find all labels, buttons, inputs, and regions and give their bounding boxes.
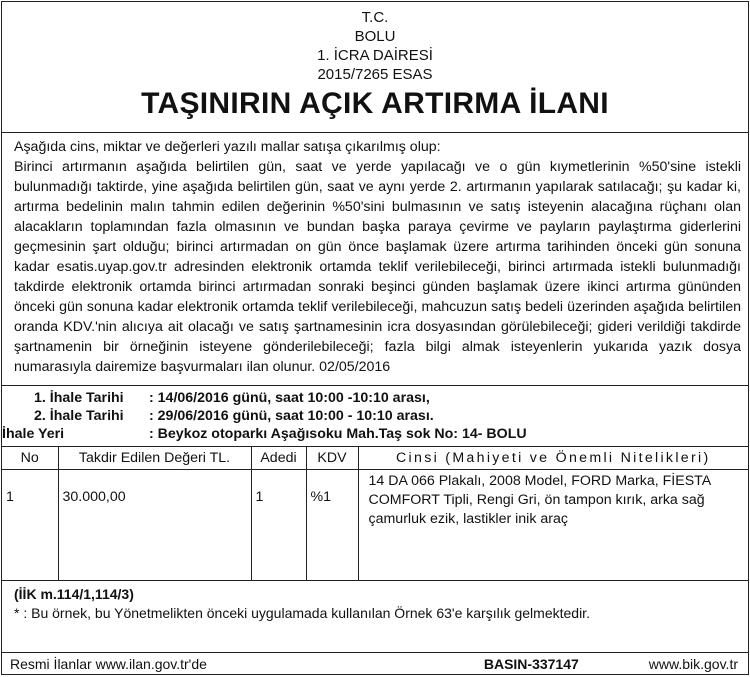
office-line: 1. İCRA DAİRESİ bbox=[317, 47, 433, 64]
page-title: TAŞINIRIN AÇIK ARTIRMA İLANI bbox=[141, 87, 609, 120]
press-code: BASIN-337147 bbox=[483, 655, 579, 672]
header bbox=[2, 2, 748, 122]
announcement-page bbox=[1, 1, 749, 675]
intro-text: Aşağıda cins, miktar ve değerleri yazılı mallar satışa çıkarılmış olup: bbox=[14, 139, 441, 155]
second-tender-label: 2. İhale Tarihi bbox=[34, 408, 124, 424]
cell-no: 1 bbox=[2, 470, 58, 581]
col-header-kdv: KDV bbox=[306, 447, 358, 470]
first-tender-row bbox=[34, 389, 748, 407]
footer bbox=[2, 652, 748, 674]
items-table bbox=[2, 447, 748, 581]
org-line: T.C. bbox=[361, 9, 389, 26]
footnote: * : Bu örnek, bu Yönetmelikten önceki uygulamada kullanılan Örnek 63'e karşılık gelmektedir. bbox=[14, 605, 590, 621]
law-reference: (İİK m.114/1,114/3) bbox=[14, 586, 134, 602]
first-tender-value: : 14/06/2016 günü, saat 10:00 -10:10 arası, bbox=[149, 390, 430, 406]
col-header-value: Takdir Edilen Değeri TL. bbox=[58, 447, 251, 470]
cell-value: 30.000,00 bbox=[58, 470, 251, 581]
first-tender-label: 1. İhale Tarihi bbox=[34, 390, 124, 406]
file-number: 2015/7265 ESAS bbox=[317, 66, 433, 83]
second-tender-row bbox=[34, 407, 748, 425]
tender-place-row bbox=[2, 425, 748, 443]
tender-place-value: : Beykoz otoparkı Aşağısoku Mah.Taş sok No: 14- BOLU bbox=[149, 426, 527, 442]
footer-ilan-link[interactable]: Resmi İlanlar www.ilan.gov.tr'de bbox=[10, 655, 207, 672]
cell-desc: 14 DA 066 Plakalı, 2008 Model, FORD Marka, FİESTA COMFORT Tipli, Rengi Gri, ön tampon kırık, arka sağ çamurluk ezik, lastikler inik araç bbox=[358, 470, 748, 581]
second-tender-value: : 29/06/2016 günü, saat 10:00 - 10:10 arası. bbox=[149, 408, 434, 424]
col-header-qty: Adedi bbox=[251, 447, 306, 470]
header-divider bbox=[2, 132, 748, 133]
notes bbox=[2, 583, 748, 625]
tender-info bbox=[2, 385, 748, 447]
city-line: BOLU bbox=[354, 28, 396, 45]
table-row bbox=[2, 470, 748, 581]
footer-bik-link[interactable]: www.bik.gov.tr bbox=[648, 655, 738, 672]
col-header-desc: Cinsi (Mahiyeti ve Önemli Nitelikleri) bbox=[358, 447, 748, 470]
table-header-row bbox=[2, 447, 748, 470]
col-header-no: No bbox=[2, 447, 58, 470]
main-paragraph: Birinci artırmanın aşağıda belirtilen gün, saat ve yerde yapılacağı ve o gün kıymetlerinin %50'sine istekli bulunmadığı taktirde, yine aşağıda belirtilen gün, saat ve aynı yerde 2. artırmanın yapılarak satılacağı; şu kadar ki, artırma bedelinin malın tahmin edilen değerinin %50'sini bulmasının ve satış isteyenin alacağına rüçhanı olan alacakların toplamından fazla olmasının ve bundan başka paraya çevirme ve payların paylaştırma giderlerini geçmesinin şart olduğu; birinci artırmadan on gün önce başlamak üzere artırma tarihinden önceki gün sonuna kadar esatis.uyap.gov.tr adresinden elektronik ortamda teklif verilebileceği, birinci artırmada istekli bulunmadığı takdirde elektronik ortamda birinci artırmadan sonraki beşinci günden başlamak üzere ikinci artırma gününden önceki gün sonuna kadar elektronik ortamda teklif verilebileceği, mahcuzun satış bedeli üzerinden aşağıda belirtilen oranda KDV.'nin alıcıya ait olacağı ve satış şartnamesinin icra dosyasından görülebileceği; gideri verildiği takdirde şartnamenin bir örneğinin isteyene gönderilebileceği; fazla bilgi almak isteyenlerin yukarıda yazık dosya numarasıyla dairemize başvurmaları ilan olunur. 02/05/2016 bbox=[14, 159, 741, 375]
cell-qty: 1 bbox=[251, 470, 306, 581]
tender-place-label: İhale Yeri bbox=[2, 426, 65, 442]
cell-kdv: %1 bbox=[306, 470, 358, 581]
announcement-body bbox=[2, 137, 748, 377]
